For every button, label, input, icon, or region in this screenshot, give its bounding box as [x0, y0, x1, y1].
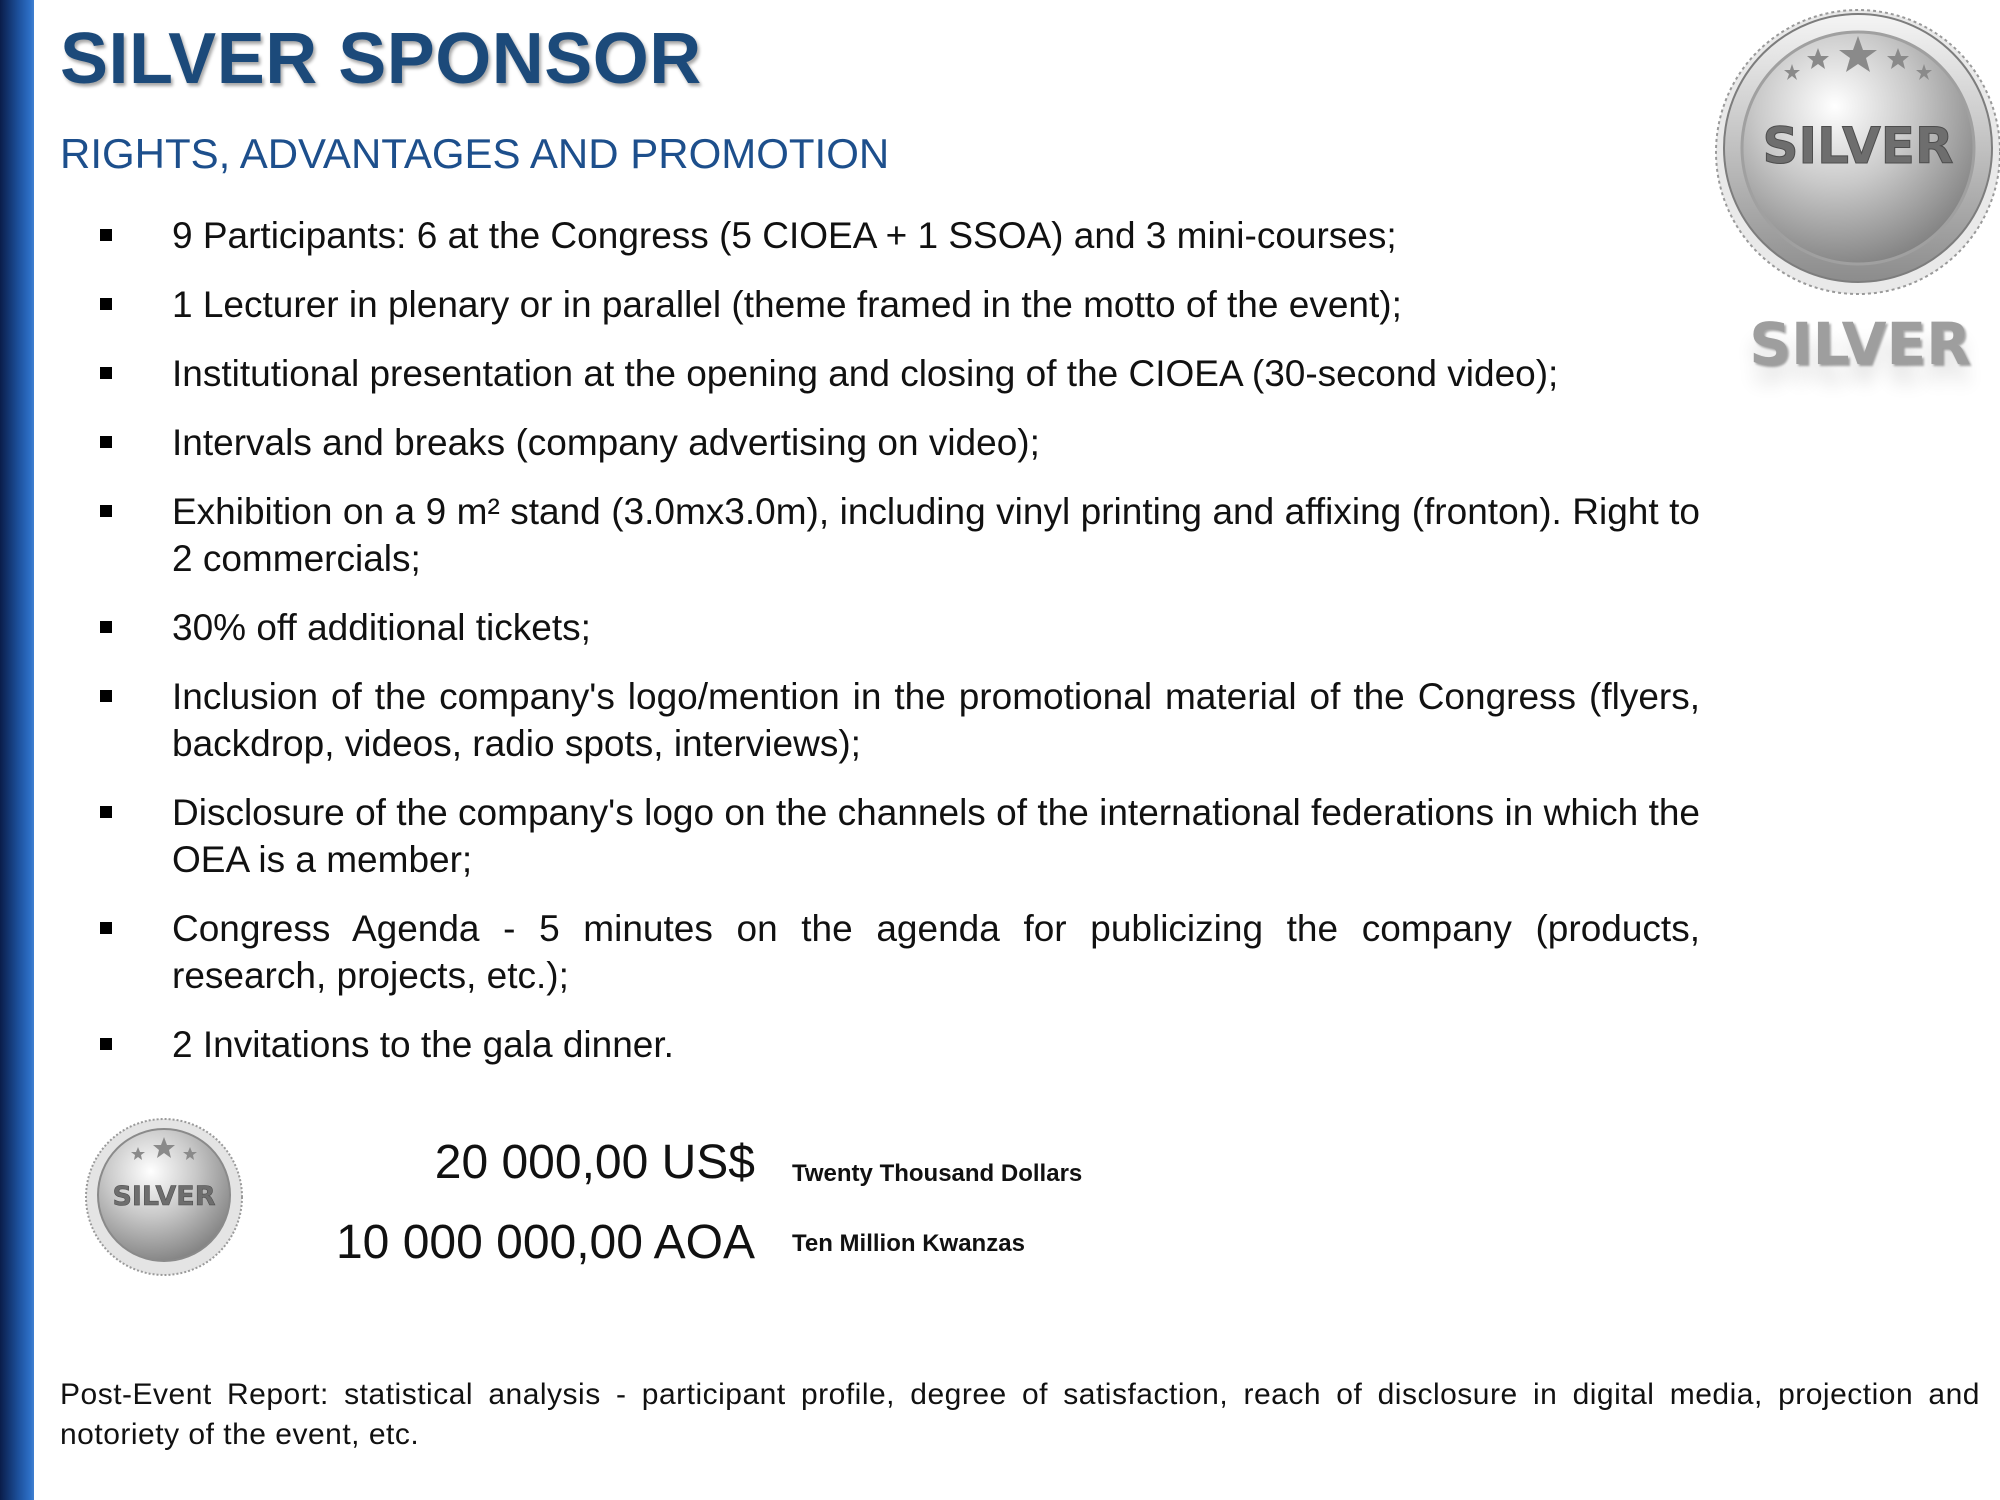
- silver-medal-small-icon: [84, 1115, 244, 1280]
- medal-label: SILVER: [1762, 117, 1954, 175]
- post-event-report: Post-Event Report: statistical analysis - participant profile, degree of satisfaction, reach of disclosure in digital media, projection and notoriety of the event, etc.: [60, 1378, 1980, 1451]
- bullet-square-icon: [100, 505, 112, 517]
- list-item-text: 2 Invitations to the gala dinner.: [172, 1024, 674, 1065]
- bullet-square-icon: [100, 367, 112, 379]
- list-item: [96, 905, 1700, 999]
- silver-medal-icon: [1712, 0, 2000, 300]
- list-item-text: Exhibition on a 9 m² stand (3.0mx3.0m), including vinyl printing and affixing (fronton). Right to 2 commercials;: [172, 491, 1700, 579]
- list-item: [96, 673, 1700, 767]
- list-item: [96, 488, 1700, 582]
- list-item-text: Intervals and breaks (company advertising on video);: [172, 422, 1040, 463]
- price-aoa: 10 000 000,00 AOA: [335, 1216, 755, 1269]
- bullet-square-icon: [100, 922, 112, 934]
- list-item-text: Institutional presentation at the opening and closing of the CIOEA (30-second video);: [172, 353, 1559, 394]
- list-item: [96, 212, 1700, 259]
- price-usd-words: Twenty Thousand Dollars: [792, 1160, 1083, 1187]
- list-item-text: 1 Lecturer in plenary or in parallel (theme framed in the motto of the event);: [172, 284, 1402, 325]
- list-item: [96, 419, 1700, 466]
- list-item-text: Congress Agenda - 5 minutes on the agenda for publicizing the company (products, research, projects, etc.);: [172, 908, 1700, 996]
- list-item-text: Disclosure of the company's logo on the channels of the international federations in which the OEA is a member;: [172, 792, 1700, 880]
- page-title: SILVER SPONSOR: [60, 19, 702, 99]
- page-subtitle: RIGHTS, ADVANTAGES AND PROMOTION: [60, 130, 890, 177]
- medal-caption: SILVER: [1749, 310, 1971, 378]
- left-accent-bar: [0, 0, 40, 1500]
- list-item-text: 30% off additional tickets;: [172, 607, 591, 648]
- list-item-text: Inclusion of the company's logo/mention in the promotional material of the Congress (flyers, backdrop, videos, radio spots, interviews);: [172, 676, 1700, 764]
- bullet-square-icon: [100, 436, 112, 448]
- list-item-text: 9 Participants: 6 at the Congress (5 CIOEA + 1 SSOA) and 3 mini-courses;: [172, 215, 1397, 256]
- list-item: [96, 1021, 1700, 1068]
- bullet-square-icon: [100, 621, 112, 633]
- price-aoa-words: Ten Million Kwanzas: [792, 1230, 1025, 1257]
- list-item: [96, 789, 1700, 883]
- bullet-square-icon: [100, 1038, 112, 1050]
- price-usd: 20 000,00 US$: [434, 1136, 755, 1189]
- small-medal-label: SILVER: [112, 1181, 216, 1212]
- bullet-square-icon: [100, 229, 112, 241]
- bullet-square-icon: [100, 690, 112, 702]
- benefits-list: [96, 212, 1700, 1090]
- list-item: [96, 604, 1700, 651]
- list-item: [96, 281, 1700, 328]
- bullet-square-icon: [100, 806, 112, 818]
- bullet-square-icon: [100, 298, 112, 310]
- list-item: [96, 350, 1700, 397]
